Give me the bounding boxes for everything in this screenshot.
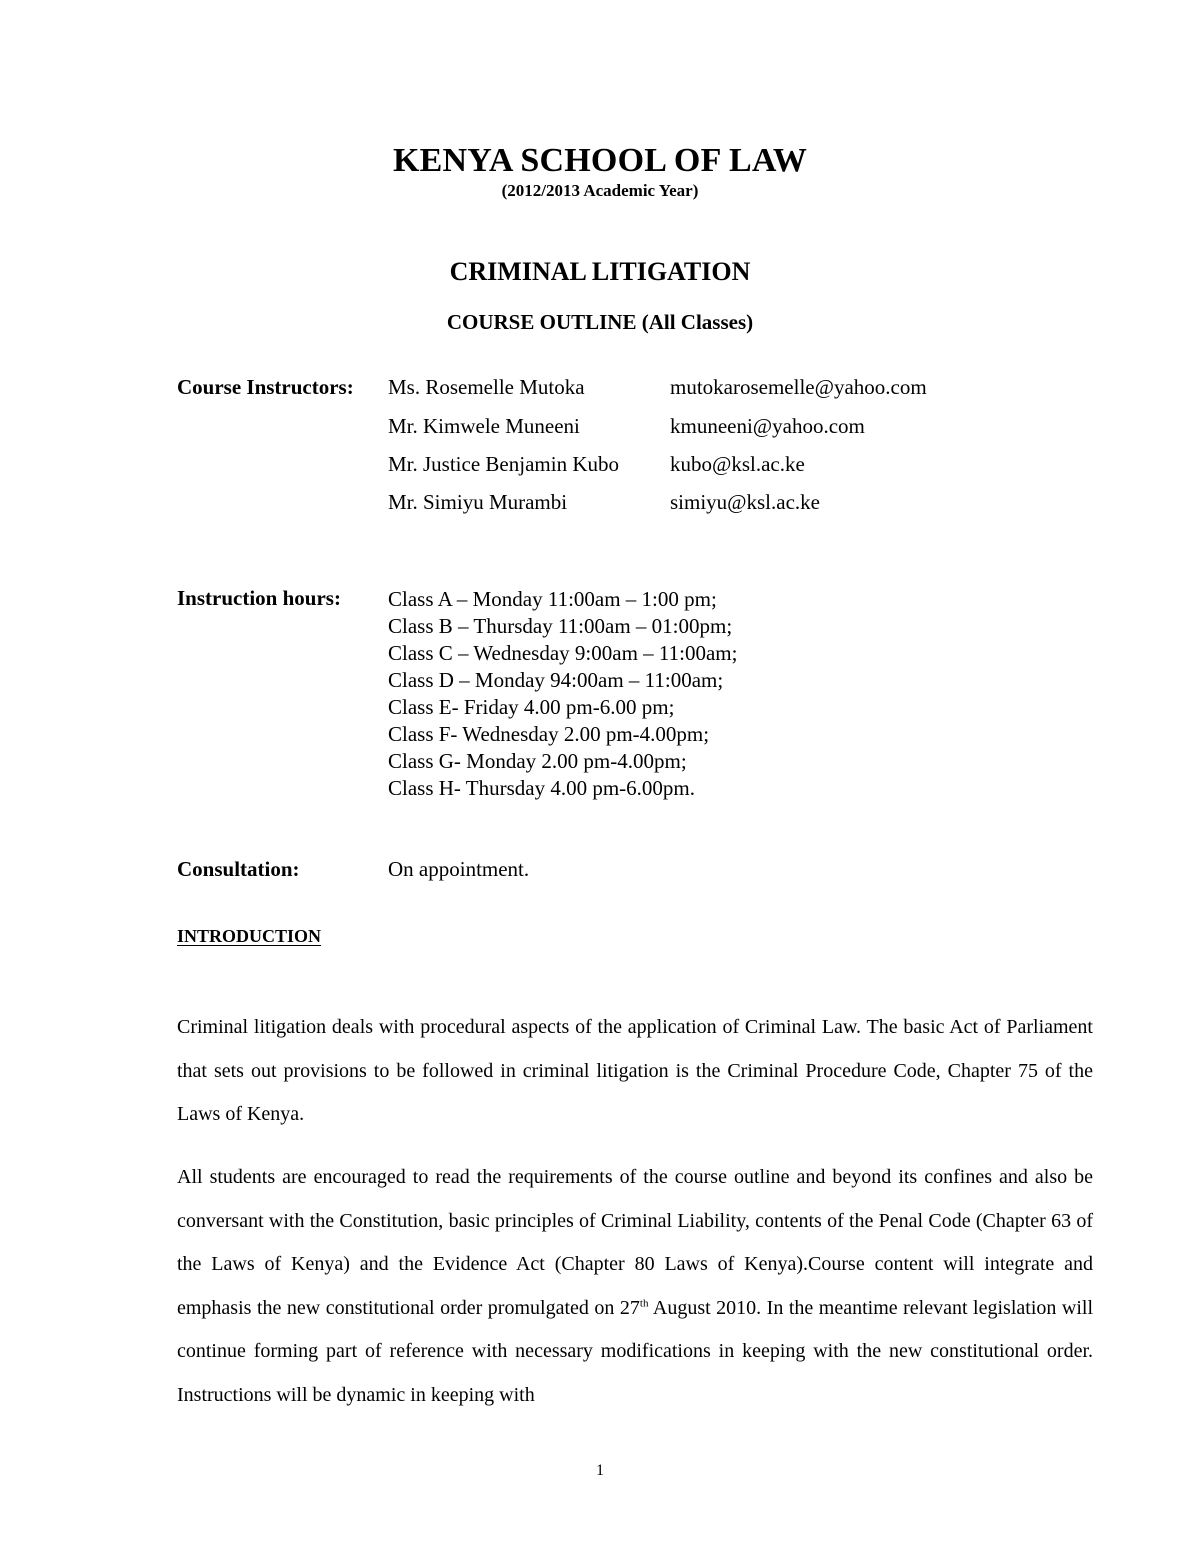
course-title: CRIMINAL LITIGATION <box>449 257 751 286</box>
instructor-name: Mr. Kimwele Muneeni <box>388 414 580 438</box>
instructor-email: kmuneeni@yahoo.com <box>670 414 865 438</box>
instruction-hours-list <box>388 586 737 802</box>
academic-year: (2012/2013 Academic Year) <box>501 181 699 200</box>
instructor-row <box>388 452 1028 482</box>
page-number: 1 <box>596 1462 604 1479</box>
class-schedule-item: Class H- Thursday 4.00 pm-6.00pm. <box>388 776 696 800</box>
instructor-email: mutokarosemelle@yahoo.com <box>670 375 927 399</box>
instructor-row <box>388 414 1028 444</box>
ordinal-suffix: th <box>639 1296 649 1309</box>
introduction-paragraph <box>177 1156 1093 1417</box>
class-schedule-item: Class G- Monday 2.00 pm-4.00pm; <box>388 749 687 773</box>
institution-title: KENYA SCHOOL OF LAW <box>392 142 808 179</box>
class-schedule-item: Class B – Thursday 11:00am – 01:00pm; <box>388 614 733 638</box>
class-schedule-item: Class E- Friday 4.00 pm-6.00 pm; <box>388 695 675 719</box>
consultation-label: Consultation: <box>177 857 300 881</box>
instructor-name: Mr. Justice Benjamin Kubo <box>388 452 619 476</box>
class-schedule-item: Class D – Monday 94:00am – 11:00am; <box>388 668 724 692</box>
instructor-row <box>388 375 1028 405</box>
paragraph-text: All students are encouraged to read the requirements of the course outline and beyond its confines and also be conversant with the Constitution, basic principles of Criminal Liability, contents of the Penal Code (Chapter 63 of the Laws of Kenya) and the Evidence Act (Chapter 80 Laws of Kenya).Course content will integrate and emphasis the new constitutional order promulgated on 27 <box>177 1166 1093 1319</box>
instructor-row <box>388 490 1028 520</box>
course-outline-heading: COURSE OUTLINE (All Classes) <box>446 310 754 334</box>
instructor-name: Mr. Simiyu Murambi <box>388 490 568 514</box>
instructor-email: simiyu@ksl.ac.ke <box>670 490 820 514</box>
introduction-heading: INTRODUCTION <box>177 926 322 946</box>
class-schedule-item: Class F- Wednesday 2.00 pm-4.00pm; <box>388 722 710 746</box>
instructor-email: kubo@ksl.ac.ke <box>670 452 805 476</box>
consultation-value: On appointment. <box>388 857 530 881</box>
instructor-name: Ms. Rosemelle Mutoka <box>388 375 585 399</box>
instruction-hours-label: Instruction hours: <box>177 586 341 610</box>
course-instructors-label: Course Instructors: <box>177 375 354 399</box>
paragraph-text: August 2010. In the meantime relevant legislation will continue forming part of reference with necessary modifications in keeping with the new constitutional order. Instructions will be dynamic in keeping with <box>177 1296 1093 1406</box>
class-schedule-item: Class A – Monday 11:00am – 1:00 pm; <box>388 587 717 611</box>
class-schedule-item: Class C – Wednesday 9:00am – 11:00am; <box>388 641 738 665</box>
introduction-paragraph: Criminal litigation deals with procedural aspects of the application of Criminal Law. The basic Act of Parliament that sets out provisions to be followed in criminal litigation is the Criminal Procedure Code, Chapter 75 of the Laws of Kenya. <box>177 1016 1093 1125</box>
